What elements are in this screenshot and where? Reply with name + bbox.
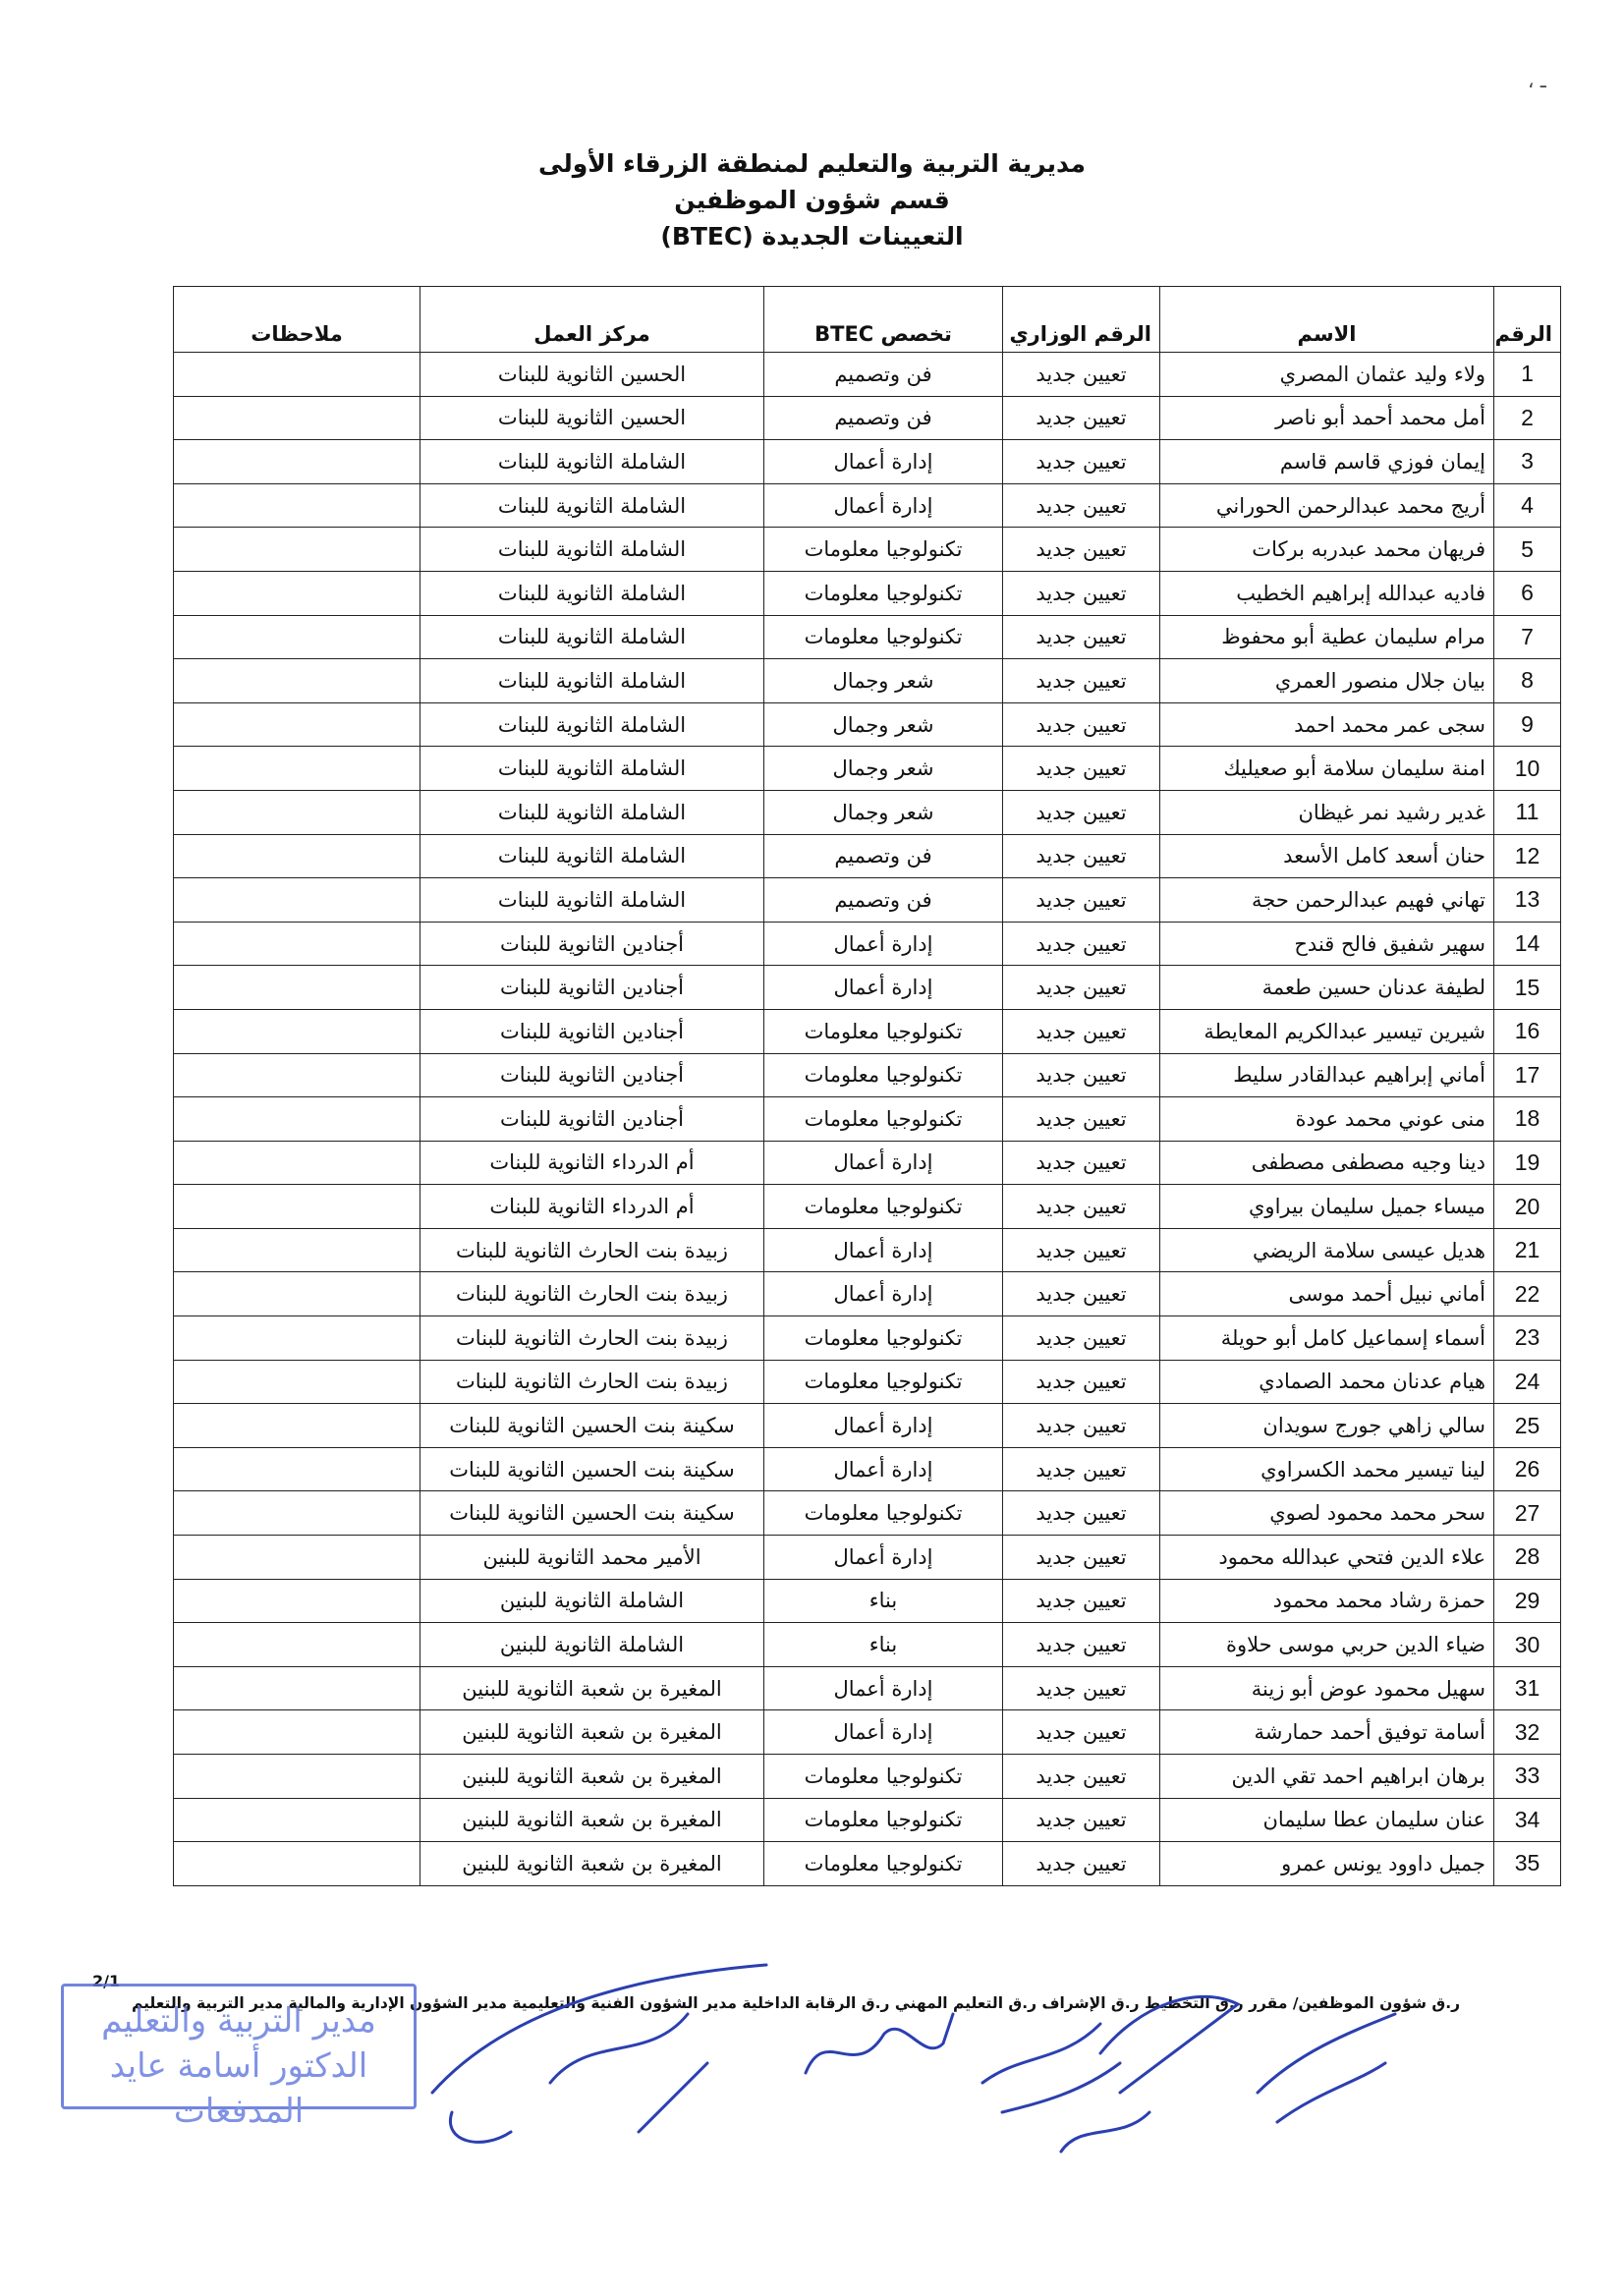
table-row <box>174 1360 1561 1404</box>
btec-specialization: إدارة أعمال <box>764 1710 1003 1755</box>
col-header-workplace: مركز العمل <box>420 287 764 353</box>
table-row <box>174 702 1561 747</box>
directorate-title: مديرية التربية والتعليم لمنطقة الزرقاء الأولى <box>538 149 1086 178</box>
workplace: الشاملة الثانوية للبنين <box>420 1623 764 1667</box>
notes <box>174 966 420 1010</box>
workplace: الشاملة الثانوية للبنات <box>420 702 764 747</box>
workplace: الشاملة الثانوية للبنات <box>420 659 764 703</box>
btec-specialization: إدارة أعمال <box>764 966 1003 1010</box>
workplace: الشاملة الثانوية للبنات <box>420 747 764 791</box>
notes <box>174 702 420 747</box>
employee-name: أماني نبيل أحمد موسى <box>1160 1272 1494 1316</box>
btec-specialization: تكنولوجيا معلومات <box>764 1755 1003 1799</box>
notes <box>174 747 420 791</box>
btec-specialization: إدارة أعمال <box>764 1536 1003 1580</box>
workplace: الأمير محمد الثانوية للبنين <box>420 1536 764 1580</box>
ministry-number: تعيين جديد <box>1003 1447 1160 1491</box>
row-number: 18 <box>1494 1097 1561 1142</box>
signature-7 <box>1061 2112 1149 2152</box>
row-number: 19 <box>1494 1141 1561 1185</box>
notes <box>174 790 420 834</box>
notes <box>174 1536 420 1580</box>
btec-specialization: إدارة أعمال <box>764 1272 1003 1316</box>
row-number: 12 <box>1494 834 1561 878</box>
ministry-number: تعيين جديد <box>1003 747 1160 791</box>
employee-name: أسماء إسماعيل كامل أبو حويلة <box>1160 1316 1494 1361</box>
row-number: 26 <box>1494 1447 1561 1491</box>
stamp-line-1: مدير التربية والتعليم <box>101 2001 376 2041</box>
employee-name: لطيفة عدنان حسين طعمة <box>1160 966 1494 1010</box>
btec-specialization: إدارة أعمال <box>764 440 1003 484</box>
workplace: أجنادين الثانوية للبنات <box>420 922 764 966</box>
btec-specialization: شعر وجمال <box>764 659 1003 703</box>
btec-specialization: شعر وجمال <box>764 790 1003 834</box>
ministry-number: تعيين جديد <box>1003 1404 1160 1448</box>
ministry-number: تعيين جديد <box>1003 834 1160 878</box>
employee-name: ولاء وليد عثمان المصري <box>1160 353 1494 397</box>
ministry-number: تعيين جديد <box>1003 1053 1160 1097</box>
employee-name: لينا تيسير محمد الكسراوي <box>1160 1447 1494 1491</box>
workplace: الشاملة الثانوية للبنات <box>420 878 764 923</box>
workplace: المغيرة بن شعبة الثانوية للبنين <box>420 1755 764 1799</box>
col-header-ministry-number: الرقم الوزاري <box>1003 287 1160 353</box>
ministry-number: تعيين جديد <box>1003 1842 1160 1886</box>
employee-name: فاديه عبدالله إبراهيم الخطيب <box>1160 571 1494 615</box>
workplace: زبيدة بنت الحارث الثانوية للبنات <box>420 1272 764 1316</box>
employee-name: سالي زاهي جورج سويدان <box>1160 1404 1494 1448</box>
table-row <box>174 1447 1561 1491</box>
workplace: الشاملة الثانوية للبنات <box>420 615 764 659</box>
employee-name: ضياء الدين حربي موسى حلاوة <box>1160 1623 1494 1667</box>
notes <box>174 396 420 440</box>
employee-name: سهير شفيق فالح قندح <box>1160 922 1494 966</box>
btec-specialization: شعر وجمال <box>764 702 1003 747</box>
employee-name: عنان سليمان عطا سليمان <box>1160 1798 1494 1842</box>
row-number: 14 <box>1494 922 1561 966</box>
ministry-number: تعيين جديد <box>1003 922 1160 966</box>
ministry-number: تعيين جديد <box>1003 1536 1160 1580</box>
btec-specialization: تكنولوجيا معلومات <box>764 1798 1003 1842</box>
btec-specialization: بناء <box>764 1623 1003 1667</box>
notes <box>174 878 420 923</box>
workplace: زبيدة بنت الحارث الثانوية للبنات <box>420 1228 764 1272</box>
ministry-number: تعيين جديد <box>1003 1360 1160 1404</box>
notes <box>174 1491 420 1536</box>
table-row <box>174 834 1561 878</box>
signature-3 <box>806 2014 953 2073</box>
employee-name: بيان جلال منصور العمري <box>1160 659 1494 703</box>
ministry-number: تعيين جديد <box>1003 571 1160 615</box>
btec-specialization: تكنولوجيا معلومات <box>764 1316 1003 1361</box>
table-row <box>174 1009 1561 1053</box>
employee-name: أسامة توفيق أحمد حمارشة <box>1160 1710 1494 1755</box>
employee-name: إيمان فوزي قاسم قاسم <box>1160 440 1494 484</box>
notes <box>174 571 420 615</box>
row-number: 35 <box>1494 1842 1561 1886</box>
employee-name: علاء الدين فتحي عبدالله محمود <box>1160 1536 1494 1580</box>
notes <box>174 1053 420 1097</box>
row-number: 4 <box>1494 483 1561 528</box>
employee-name: أماني إبراهيم عبدالقادر سليط <box>1160 1053 1494 1097</box>
table-row <box>174 1272 1561 1316</box>
col-header-specialization: تخصص BTEC <box>764 287 1003 353</box>
notes <box>174 1097 420 1142</box>
table-row <box>174 878 1561 923</box>
employee-name: هيام عدنان محمد الصمادي <box>1160 1360 1494 1404</box>
workplace: الشاملة الثانوية للبنات <box>420 790 764 834</box>
table-row <box>174 966 1561 1010</box>
table-header-row <box>174 287 1561 353</box>
btec-specialization: تكنولوجيا معلومات <box>764 528 1003 572</box>
row-number: 15 <box>1494 966 1561 1010</box>
row-number: 11 <box>1494 790 1561 834</box>
workplace: الشاملة الثانوية للبنات <box>420 483 764 528</box>
btec-specialization: تكنولوجيا معلومات <box>764 1009 1003 1053</box>
notes <box>174 1141 420 1185</box>
workplace: زبيدة بنت الحارث الثانوية للبنات <box>420 1316 764 1361</box>
workplace: أجنادين الثانوية للبنات <box>420 1009 764 1053</box>
page-number: 2/1 <box>92 1972 121 1990</box>
stamp-line-2: الدكتور أسامة عايد المدفعات <box>109 2046 368 2131</box>
btec-specialization: فن وتصميم <box>764 353 1003 397</box>
table-row <box>174 1316 1561 1361</box>
employee-name: امنة سليمان سلامة أبو صعيليك <box>1160 747 1494 791</box>
ministry-number: تعيين جديد <box>1003 440 1160 484</box>
btec-specialization: إدارة أعمال <box>764 1141 1003 1185</box>
table-row <box>174 1623 1561 1667</box>
btec-specialization: فن وتصميم <box>764 834 1003 878</box>
row-number: 34 <box>1494 1798 1561 1842</box>
ministry-number: تعيين جديد <box>1003 1623 1160 1667</box>
btec-specialization: تكنولوجيا معلومات <box>764 1097 1003 1142</box>
workplace: الشاملة الثانوية للبنات <box>420 440 764 484</box>
row-number: 21 <box>1494 1228 1561 1272</box>
employee-name: هديل عيسى سلامة الريضي <box>1160 1228 1494 1272</box>
row-number: 28 <box>1494 1536 1561 1580</box>
employee-name: دينا وجيه مصطفى مصطفى <box>1160 1141 1494 1185</box>
workplace: زبيدة بنت الحارث الثانوية للبنات <box>420 1360 764 1404</box>
btec-specialization: إدارة أعمال <box>764 483 1003 528</box>
col-header-number: الرقم <box>1494 287 1561 353</box>
btec-specialization: تكنولوجيا معلومات <box>764 1842 1003 1886</box>
row-number: 33 <box>1494 1755 1561 1799</box>
row-number: 20 <box>1494 1185 1561 1229</box>
table-row <box>174 1097 1561 1142</box>
ministry-number: تعيين جديد <box>1003 1272 1160 1316</box>
ministry-number: تعيين جديد <box>1003 1185 1160 1229</box>
btec-specialization: تكنولوجيا معلومات <box>764 1491 1003 1536</box>
notes <box>174 1842 420 1886</box>
col-header-notes: ملاحظات <box>174 287 420 353</box>
ministry-number: تعيين جديد <box>1003 396 1160 440</box>
appointments-table <box>173 286 1561 1886</box>
table-row <box>174 1185 1561 1229</box>
btec-specialization: إدارة أعمال <box>764 922 1003 966</box>
btec-specialization: تكنولوجيا معلومات <box>764 1360 1003 1404</box>
ministry-number: تعيين جديد <box>1003 878 1160 923</box>
col-header-name: الاسم <box>1160 287 1494 353</box>
table-row <box>174 1842 1561 1886</box>
ministry-number: تعيين جديد <box>1003 702 1160 747</box>
workplace: المغيرة بن شعبة الثانوية للبنين <box>420 1842 764 1886</box>
notes <box>174 483 420 528</box>
employee-name: فريهان محمد عبدربه بركات <box>1160 528 1494 572</box>
notes <box>174 1710 420 1755</box>
btec-specialization: فن وتصميم <box>764 878 1003 923</box>
ministry-number: تعيين جديد <box>1003 1579 1160 1623</box>
employee-name: منى عوني محمد عودة <box>1160 1097 1494 1142</box>
ministry-number: تعيين جديد <box>1003 1009 1160 1053</box>
row-number: 17 <box>1494 1053 1561 1097</box>
table-body <box>174 353 1561 1886</box>
notes <box>174 659 420 703</box>
ministry-number: تعيين جديد <box>1003 483 1160 528</box>
notes <box>174 834 420 878</box>
ministry-number: تعيين جديد <box>1003 1316 1160 1361</box>
table-row <box>174 440 1561 484</box>
btec-specialization: تكنولوجيا معلومات <box>764 1185 1003 1229</box>
workplace: الحسين الثانوية للبنات <box>420 353 764 397</box>
workplace: أم الدرداء الثانوية للبنات <box>420 1185 764 1229</box>
workplace: المغيرة بن شعبة الثانوية للبنين <box>420 1666 764 1710</box>
table-row <box>174 1755 1561 1799</box>
notes <box>174 1316 420 1361</box>
employee-name: مرام سليمان عطية أبو محفوظ <box>1160 615 1494 659</box>
ministry-number: تعيين جديد <box>1003 1141 1160 1185</box>
employee-name: حمزة رشاد محمد محمود <box>1160 1579 1494 1623</box>
signature-2 <box>550 2014 707 2132</box>
row-number: 13 <box>1494 878 1561 923</box>
signature-4 <box>982 2024 1120 2112</box>
table-row <box>174 1798 1561 1842</box>
notes <box>174 440 420 484</box>
row-number: 32 <box>1494 1710 1561 1755</box>
employee-name: غدير رشيد نمر غيظان <box>1160 790 1494 834</box>
notes <box>174 1447 420 1491</box>
signature-5 <box>1100 1996 1238 2093</box>
employee-name: تهاني فهيم عبدالرحمن حجة <box>1160 878 1494 923</box>
corner-marks: ـ ، <box>1528 69 1546 92</box>
table-row <box>174 1228 1561 1272</box>
row-number: 31 <box>1494 1666 1561 1710</box>
ministry-number: تعيين جديد <box>1003 1228 1160 1272</box>
btec-specialization: تكنولوجيا معلومات <box>764 615 1003 659</box>
employee-name: سهيل محمود عوض أبو زينة <box>1160 1666 1494 1710</box>
row-number: 5 <box>1494 528 1561 572</box>
btec-specialization: إدارة أعمال <box>764 1666 1003 1710</box>
notes <box>174 615 420 659</box>
row-number: 27 <box>1494 1491 1561 1536</box>
notes <box>174 1798 420 1842</box>
row-number: 10 <box>1494 747 1561 791</box>
row-number: 6 <box>1494 571 1561 615</box>
ministry-number: تعيين جديد <box>1003 1798 1160 1842</box>
ministry-number: تعيين جديد <box>1003 659 1160 703</box>
table-row <box>174 1404 1561 1448</box>
workplace: الشاملة الثانوية للبنات <box>420 571 764 615</box>
row-number: 23 <box>1494 1316 1561 1361</box>
table-row <box>174 1491 1561 1536</box>
table-row <box>174 1579 1561 1623</box>
ministry-number: تعيين جديد <box>1003 1097 1160 1142</box>
row-number: 30 <box>1494 1623 1561 1667</box>
signature-6 <box>1258 2014 1395 2122</box>
table-row <box>174 1536 1561 1580</box>
workplace: سكينة بنت الحسين الثانوية للبنات <box>420 1404 764 1448</box>
row-number: 9 <box>1494 702 1561 747</box>
workplace: سكينة بنت الحسين الثانوية للبنات <box>420 1447 764 1491</box>
workplace: الشاملة الثانوية للبنات <box>420 528 764 572</box>
table-row <box>174 483 1561 528</box>
ministry-number: تعيين جديد <box>1003 615 1160 659</box>
row-number: 3 <box>1494 440 1561 484</box>
notes <box>174 1009 420 1053</box>
ministry-number: تعيين جديد <box>1003 1666 1160 1710</box>
notes <box>174 1666 420 1710</box>
workplace: الشاملة الثانوية للبنين <box>420 1579 764 1623</box>
btec-specialization: بناء <box>764 1579 1003 1623</box>
row-number: 29 <box>1494 1579 1561 1623</box>
btec-specialization: تكنولوجيا معلومات <box>764 1053 1003 1097</box>
employee-name: جميل داوود يونس عمرو <box>1160 1842 1494 1886</box>
notes <box>174 528 420 572</box>
notes <box>174 922 420 966</box>
notes <box>174 353 420 397</box>
row-number: 24 <box>1494 1360 1561 1404</box>
table-row <box>174 528 1561 572</box>
btec-specialization: تكنولوجيا معلومات <box>764 571 1003 615</box>
row-number: 16 <box>1494 1009 1561 1053</box>
table-row <box>174 790 1561 834</box>
employee-name: أمل محمد أحمد أبو ناصر <box>1160 396 1494 440</box>
department-title: قسم شؤون الموظفين <box>674 186 950 214</box>
notes <box>174 1404 420 1448</box>
row-number: 25 <box>1494 1404 1561 1448</box>
ministry-number: تعيين جديد <box>1003 1710 1160 1755</box>
btec-specialization: فن وتصميم <box>764 396 1003 440</box>
row-number: 22 <box>1494 1272 1561 1316</box>
table-row <box>174 1666 1561 1710</box>
notes <box>174 1579 420 1623</box>
workplace: الحسين الثانوية للبنات <box>420 396 764 440</box>
notes <box>174 1360 420 1404</box>
employee-name: حنان أسعد كامل الأسعد <box>1160 834 1494 878</box>
table-row <box>174 353 1561 397</box>
notes <box>174 1623 420 1667</box>
workplace: أجنادين الثانوية للبنات <box>420 1097 764 1142</box>
table-row <box>174 747 1561 791</box>
table-row <box>174 1141 1561 1185</box>
row-number: 2 <box>1494 396 1561 440</box>
workplace: أجنادين الثانوية للبنات <box>420 1053 764 1097</box>
workplace: أجنادين الثانوية للبنات <box>420 966 764 1010</box>
official-stamp <box>61 1984 417 2131</box>
row-number: 8 <box>1494 659 1561 703</box>
list-title: التعيينات الجديدة (BTEC) <box>660 222 964 251</box>
employee-name: أريج محمد عبدالرحمن الحوراني <box>1160 483 1494 528</box>
employee-name: شيرين تيسير عبدالكريم المعايطة <box>1160 1009 1494 1053</box>
document-header <box>0 145 1624 254</box>
workplace: المغيرة بن شعبة الثانوية للبنين <box>420 1710 764 1755</box>
ministry-number: تعيين جديد <box>1003 966 1160 1010</box>
notes <box>174 1185 420 1229</box>
ministry-number: تعيين جديد <box>1003 790 1160 834</box>
workplace: سكينة بنت الحسين الثانوية للبنات <box>420 1491 764 1536</box>
notes <box>174 1228 420 1272</box>
table-row <box>174 396 1561 440</box>
employee-name: سحر محمد محمود لصوي <box>1160 1491 1494 1536</box>
ministry-number: تعيين جديد <box>1003 353 1160 397</box>
workplace: الشاملة الثانوية للبنات <box>420 834 764 878</box>
workplace: أم الدرداء الثانوية للبنات <box>420 1141 764 1185</box>
notes <box>174 1755 420 1799</box>
table-row <box>174 659 1561 703</box>
employee-name: برهان ابراهيم احمد تقي الدين <box>1160 1755 1494 1799</box>
table-row <box>174 922 1561 966</box>
table-row <box>174 1053 1561 1097</box>
row-number: 1 <box>1494 353 1561 397</box>
btec-specialization: شعر وجمال <box>764 747 1003 791</box>
table-row <box>174 571 1561 615</box>
employee-name: ميساء جميل سليمان بيراوي <box>1160 1185 1494 1229</box>
employee-name: سجى عمر محمد احمد <box>1160 702 1494 747</box>
btec-specialization: إدارة أعمال <box>764 1228 1003 1272</box>
notes <box>174 1272 420 1316</box>
signatories-line: ر.ق شؤون الموظفين/ مقرر ر.ق التخطيط ر.ق الإشراف ر.ق التعليم المهني ر.ق الرقابة الداخلية مدير الشؤون الفنية والتعليمية مدير الشؤون الإدارية والمالية مدير التربية والتعليم <box>131 1994 1461 2012</box>
btec-specialization: إدارة أعمال <box>764 1447 1003 1491</box>
btec-specialization: إدارة أعمال <box>764 1404 1003 1448</box>
workplace: المغيرة بن شعبة الثانوية للبنين <box>420 1798 764 1842</box>
row-number: 7 <box>1494 615 1561 659</box>
ministry-number: تعيين جديد <box>1003 528 1160 572</box>
handwritten-signatures <box>393 1945 1493 2181</box>
ministry-number: تعيين جديد <box>1003 1755 1160 1799</box>
table-row <box>174 615 1561 659</box>
table-row <box>174 1710 1561 1755</box>
ministry-number: تعيين جديد <box>1003 1491 1160 1536</box>
